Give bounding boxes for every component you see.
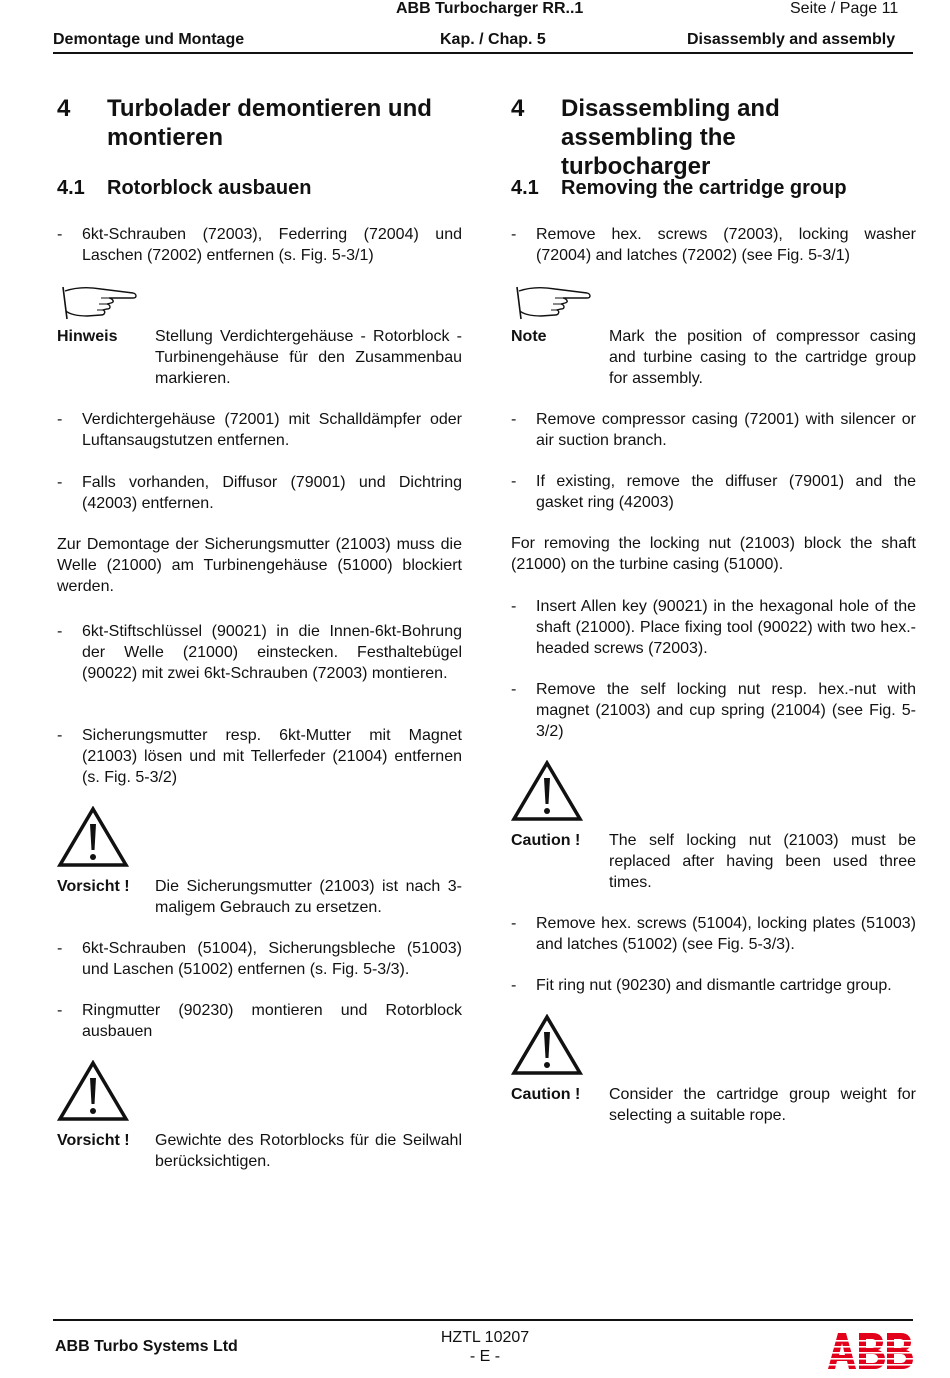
warning-icon [511, 1014, 583, 1081]
list-item: - 6kt-Stiftschlüssel (90021) in die Innen-6kt-Bohrung der Welle (21000) einstecken. Festhaltebügel (90022) mit zwei 6kt-Schrauben (72003) montieren. [57, 623, 462, 682]
page-number: Seite / Page 11 [790, 0, 899, 17]
list-item: - Remove hex. screws (72003), locking washer (72004) and latches (72002) (see Fig. 5-3/1) [511, 226, 916, 264]
heading-1-de: 4 Turbolader demontieren und montieren [57, 95, 432, 151]
warning-icon [57, 1060, 129, 1127]
heading-1-en: 4 Disassembling and assembling the turbocharger [511, 95, 780, 180]
caution-de-2: Vorsicht ! Gewichte des Rotorblocks für die Seilwahl berücksichtigen. [57, 1132, 462, 1170]
header-right: Disassembly and assembly [687, 31, 896, 48]
warning-icon [57, 806, 129, 873]
list-item: - 6kt-Schrauben (51004), Sicherungsbleche (51003) und Laschen (51002) entfernen (s. Fig. 5-3/3). [57, 940, 462, 978]
caution-en-1: Caution ! The self locking nut (21003) must be replaced after having been used three times. [511, 832, 916, 891]
warning-icon [511, 760, 583, 827]
list-item: - If existing, remove the diffuser (79001) and the gasket ring (42003) [511, 473, 916, 511]
header-left: Demontage und Montage [53, 31, 245, 48]
doc-title: ABB Turbocharger RR..1 [396, 0, 584, 17]
paragraph: For removing the locking nut (21003) block the shaft (21000) on the turbine casing (51000). [511, 535, 916, 573]
list-item: - Falls vorhanden, Diffusor (79001) und Dichtring (42003) entfernen. [57, 474, 462, 512]
list-item: - Remove hex. screws (51004), locking plates (51003) and latches (51002) (see Fig. 5-3/3). [511, 915, 916, 953]
abb-logo [826, 1331, 914, 1376]
header-center: Kap. / Chap. 5 [440, 31, 546, 48]
list-item: - Insert Allen key (90021) in the hexagonal hole of the shaft (21000). Place fixing tool (90022) with two hex.-headed screws (72003). [511, 598, 916, 657]
list-item: - Verdichtergehäuse (72001) mit Schalldämpfer oder Luftansaugstutzen entfernen. [57, 411, 462, 449]
pointing-hand-icon [57, 283, 139, 326]
heading-2-en: 4.1 Removing the cartridge group [511, 177, 847, 199]
doc-number: HZTL 10207 - E - [440, 1329, 530, 1365]
note-de: Hinweis Stellung Verdichtergehäuse - Rotorblock - Turbinengehäuse für den Zusammenbau markieren. [57, 328, 462, 387]
list-item: - 6kt-Schrauben (72003), Federring (72004) und Laschen (72002) entfernen (s. Fig. 5-3/1) [57, 226, 462, 264]
footer-rule [53, 1319, 913, 1321]
caution-de-1: Vorsicht ! Die Sicherungsmutter (21003) ist nach 3-maligem Gebrauch zu ersetzen. [57, 878, 462, 916]
heading-2-de: 4.1 Rotorblock ausbauen [57, 177, 312, 199]
paragraph: Zur Demontage der Sicherungsmutter (21003) muss die Welle (21000) am Turbinengehäuse (51000) blockiert werden. [57, 536, 462, 595]
header-rule [53, 52, 913, 54]
list-item: - Sicherungsmutter resp. 6kt-Mutter mit Magnet (21003) lösen und mit Tellerfeder (21004) entfernen (s. Fig. 5-3/2) [57, 727, 462, 786]
list-item: - Remove the self locking nut resp. hex.-nut with magnet (21003) and cup spring (21004) (see Fig. 5-3/2) [511, 681, 916, 740]
caution-en-2: Caution ! Consider the cartridge group weight for selecting a suitable rope. [511, 1086, 916, 1124]
note-en: Note Mark the position of compressor casing and turbine casing to the cartridge group for assembly. [511, 328, 916, 387]
list-item: - Ringmutter (90230) montieren und Rotorblock ausbauen [57, 1002, 462, 1040]
list-item: - Remove compressor casing (72001) with silencer or air suction branch. [511, 411, 916, 449]
list-item: - Fit ring nut (90230) and dismantle cartridge group. [511, 977, 892, 994]
company-name: ABB Turbo Systems Ltd [55, 1338, 238, 1355]
pointing-hand-icon [511, 283, 593, 326]
